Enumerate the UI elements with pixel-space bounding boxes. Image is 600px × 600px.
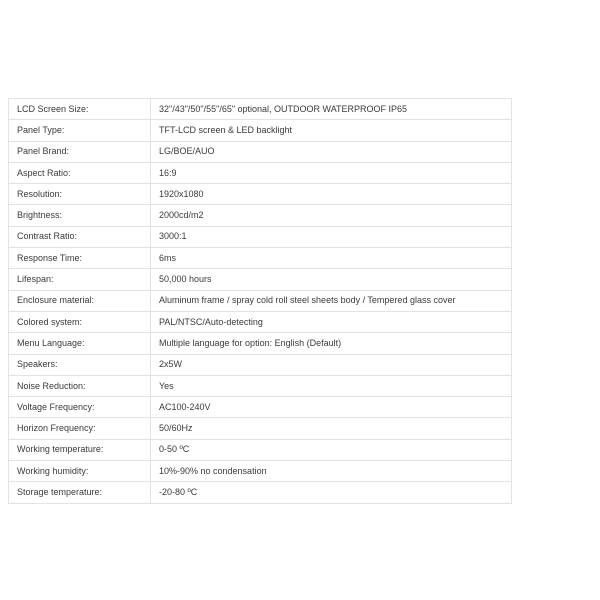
spec-value: 2000cd/m2 xyxy=(151,205,512,226)
spec-value: Aluminum frame / spray cold roll steel sheets body / Tempered glass cover xyxy=(151,290,512,311)
table-row xyxy=(9,375,512,396)
spec-label: Working temperature: xyxy=(9,439,151,460)
table-row xyxy=(9,397,512,418)
spec-label: Panel Brand: xyxy=(9,141,151,162)
table-row xyxy=(9,333,512,354)
spec-label: Resolution: xyxy=(9,184,151,205)
table-row xyxy=(9,226,512,247)
specifications-table xyxy=(8,98,512,504)
table-row xyxy=(9,205,512,226)
spec-label: Brightness: xyxy=(9,205,151,226)
spec-value: 50,000 hours xyxy=(151,269,512,290)
spec-value: -20-80 ºC xyxy=(151,482,512,503)
spec-value: TFT-LCD screen & LED backlight xyxy=(151,120,512,141)
spec-value: 2x5W xyxy=(151,354,512,375)
table-row xyxy=(9,269,512,290)
spec-label: Response Time: xyxy=(9,248,151,269)
spec-value: Multiple language for option: English (Default) xyxy=(151,333,512,354)
spec-value: Yes xyxy=(151,375,512,396)
spec-value: PAL/NTSC/Auto-detecting xyxy=(151,311,512,332)
table-row xyxy=(9,311,512,332)
spec-label: Panel Type: xyxy=(9,120,151,141)
spec-value: 32"/43"/50"/55"/65" optional, OUTDOOR WATERPROOF IP65 xyxy=(151,99,512,120)
table-row xyxy=(9,141,512,162)
table-row xyxy=(9,354,512,375)
spec-value: 6ms xyxy=(151,248,512,269)
table-row xyxy=(9,461,512,482)
spec-value: 16:9 xyxy=(151,162,512,183)
table-row xyxy=(9,439,512,460)
spec-value: LG/BOE/AUO xyxy=(151,141,512,162)
spec-value: AC100-240V xyxy=(151,397,512,418)
spec-value: 1920x1080 xyxy=(151,184,512,205)
spec-label: Speakers: xyxy=(9,354,151,375)
spec-value: 3000:1 xyxy=(151,226,512,247)
spec-value: 0-50 ºC xyxy=(151,439,512,460)
spec-label: Colored system: xyxy=(9,311,151,332)
spec-label: Contrast Ratio: xyxy=(9,226,151,247)
table-row xyxy=(9,290,512,311)
spec-label: Menu Language: xyxy=(9,333,151,354)
spec-value: 10%-90% no condensation xyxy=(151,461,512,482)
spec-label: Enclosure material: xyxy=(9,290,151,311)
spec-label: Working humidity: xyxy=(9,461,151,482)
table-row xyxy=(9,99,512,120)
table-row xyxy=(9,162,512,183)
spec-label: Aspect Ratio: xyxy=(9,162,151,183)
spec-label: Horizon Frequency: xyxy=(9,418,151,439)
spec-value: 50/60Hz xyxy=(151,418,512,439)
table-row xyxy=(9,482,512,503)
spec-label: Lifespan: xyxy=(9,269,151,290)
table-row xyxy=(9,120,512,141)
table-row xyxy=(9,418,512,439)
spec-label: Noise Reduction: xyxy=(9,375,151,396)
spec-label: Storage temperature: xyxy=(9,482,151,503)
table-row xyxy=(9,184,512,205)
specifications-table-body xyxy=(9,99,512,504)
spec-label: Voltage Frequency: xyxy=(9,397,151,418)
spec-label: LCD Screen Size: xyxy=(9,99,151,120)
table-row xyxy=(9,248,512,269)
